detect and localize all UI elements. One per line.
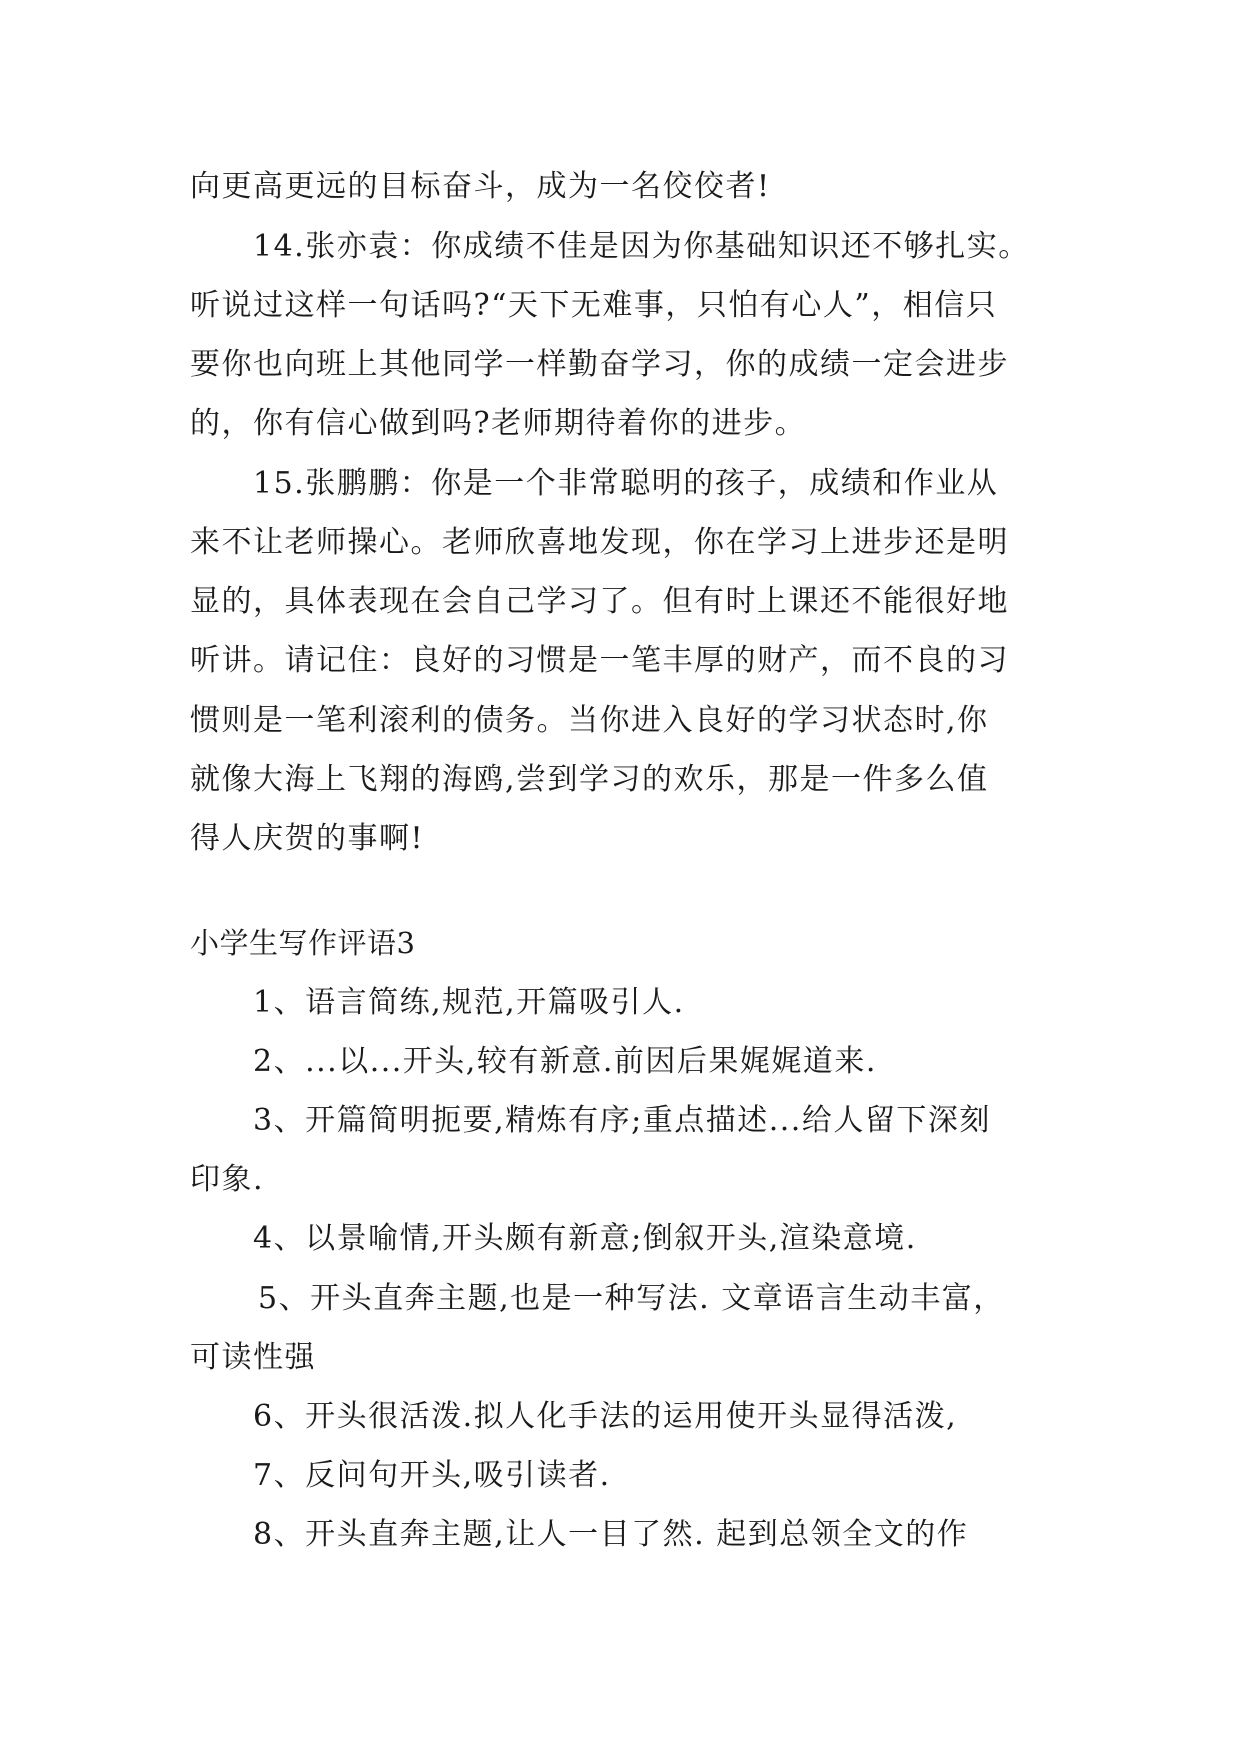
- paragraph-line: 向更高更远的目标奋斗，成为一名佼佼者!: [190, 169, 771, 204]
- paragraph-line: 得人庆贺的事啊!: [190, 821, 425, 856]
- comment-line: 可读性强: [190, 1340, 316, 1375]
- paragraph-line: 听说过这样一句话吗?“天下无难事，只怕有心人”，相信只: [190, 288, 998, 323]
- paragraph-line: 显的，具体表现在会自己学习了。但有时上课还不能很好地: [190, 584, 1009, 619]
- paragraph-line: 14.张亦袁：你成绩不佳是因为你基础知识还不够扎实。: [253, 229, 1030, 264]
- section-title: 小学生写作评语3: [190, 926, 416, 960]
- comment-line: 印象.: [190, 1162, 265, 1197]
- paragraph-line: 听讲。请记住：良好的习惯是一笔丰厚的财产，而不良的习: [190, 643, 1009, 678]
- paragraph-line: 的，你有信心做到吗?老师期待着你的进步。: [190, 406, 807, 441]
- paragraph-line: 来不让老师操心。老师欣喜地发现，你在学习上进步还是明: [190, 525, 1009, 560]
- comment-line: 6、开头很活泼.拟人化手法的运用使开头显得活泼,: [253, 1399, 958, 1434]
- paragraph-line: 就像大海上飞翔的海鸥,尝到学习的欢乐，那是一件多么值: [190, 762, 989, 797]
- paragraph-line: 15.张鹏鹏：你是一个非常聪明的孩子，成绩和作业从: [253, 466, 999, 501]
- comment-line: 7、反问句开头,吸引读者.: [253, 1458, 611, 1493]
- paragraph-line: 要你也向班上其他同学一样勤奋学习，你的成绩一定会进步: [190, 347, 1009, 382]
- comment-line: 4、以景喻情,开头颇有新意;倒叙开头,渲染意境.: [253, 1221, 917, 1256]
- comment-line: 5、开头直奔主题,也是一种写法. 文章语言生动丰富，: [258, 1281, 1005, 1316]
- paragraph-line: 惯则是一笔利滚利的债务。当你进入良好的学习状态时,你: [190, 703, 989, 738]
- comment-line: 8、开头直奔主题,让人一目了然. 起到总领全文的作: [253, 1517, 969, 1552]
- comment-line: 3、开篇简明扼要,精炼有序;重点描述...给人留下深刻: [253, 1103, 991, 1138]
- comment-line: 2、...以...开头,较有新意.前因后果娓娓道来.: [253, 1044, 877, 1079]
- comment-line: 1、语言简练,规范,开篇吸引人.: [253, 985, 685, 1020]
